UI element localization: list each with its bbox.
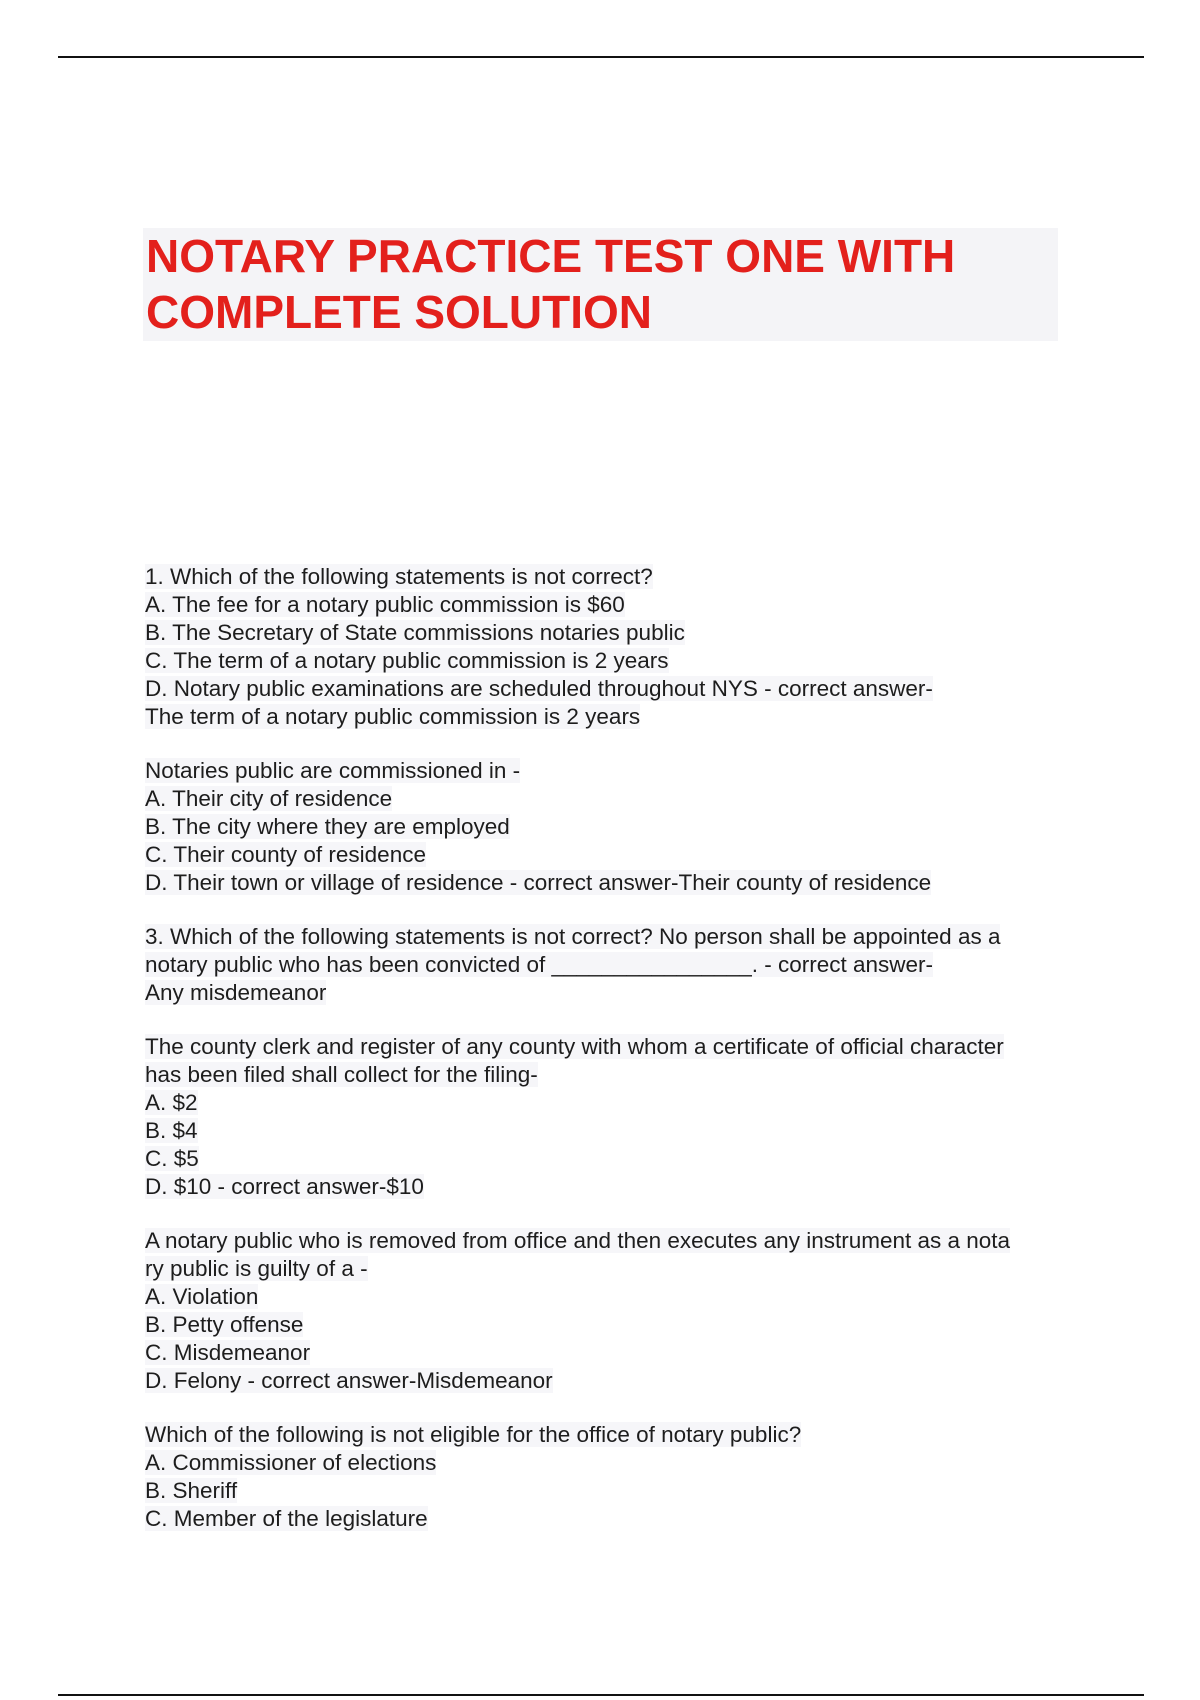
header-rule [58,56,1144,58]
question-line: B. $4 [145,1118,198,1143]
question-block-4 [145,1033,1065,1201]
document-title [143,228,1058,341]
answer-line: D. Felony - correct answer-Misdemeanor [145,1368,553,1393]
question-line: has been filed shall collect for the filing- [145,1062,538,1087]
title-line-2: COMPLETE SOLUTION [146,286,652,338]
question-line: A notary public who is removed from office and then executes any instrument as a nota [145,1228,1011,1253]
question-line: ry public is guilty of a - [145,1256,368,1281]
question-line: A. $2 [145,1090,198,1115]
question-line: A. The fee for a notary public commission is $60 [145,592,625,617]
question-line: D. Notary public examinations are scheduled throughout NYS - correct answer- [145,676,933,701]
answer-line: D. $10 - correct answer-$10 [145,1174,424,1199]
title-line-1: NOTARY PRACTICE TEST ONE WITH [146,230,956,282]
question-line: 3. Which of the following statements is not correct? No person shall be appointed as a [145,924,1001,949]
question-block-2 [145,757,1065,897]
question-line: A. Their city of residence [145,786,393,811]
answer-line: Any misdemeanor [145,980,327,1005]
question-line: Notaries public are commissioned in - [145,758,521,783]
question-line: A. Violation [145,1284,259,1309]
question-line: C. The term of a notary public commission is 2 years [145,648,669,673]
answer-line: The term of a notary public commission is 2 years [145,704,641,729]
question-line: notary public who has been convicted of ________________. - correct answer- [145,952,934,977]
question-line: Which of the following is not eligible for the office of notary public? [145,1422,802,1447]
question-line: C. $5 [145,1146,199,1171]
question-line: B. The city where they are employed [145,814,510,839]
footer-rule [58,1694,1144,1696]
question-block-3 [145,923,1065,1007]
question-list [145,563,1065,1559]
question-block-6 [145,1421,1065,1533]
answer-line: D. Their town or village of residence - correct answer-Their county of residence [145,870,932,895]
question-line: A. Commissioner of elections [145,1450,437,1475]
question-line: B. Petty offense [145,1312,304,1337]
question-line: 1. Which of the following statements is not correct? [145,564,653,589]
question-line: C. Misdemeanor [145,1340,311,1365]
question-line: The county clerk and register of any county with whom a certificate of official character [145,1034,1004,1059]
question-line: C. Member of the legislature [145,1506,428,1531]
question-block-1 [145,563,1065,731]
question-block-5 [145,1227,1065,1395]
question-line: C. Their county of residence [145,842,426,867]
question-line: B. The Secretary of State commissions notaries public [145,620,685,645]
question-line: B. Sheriff [145,1478,238,1503]
